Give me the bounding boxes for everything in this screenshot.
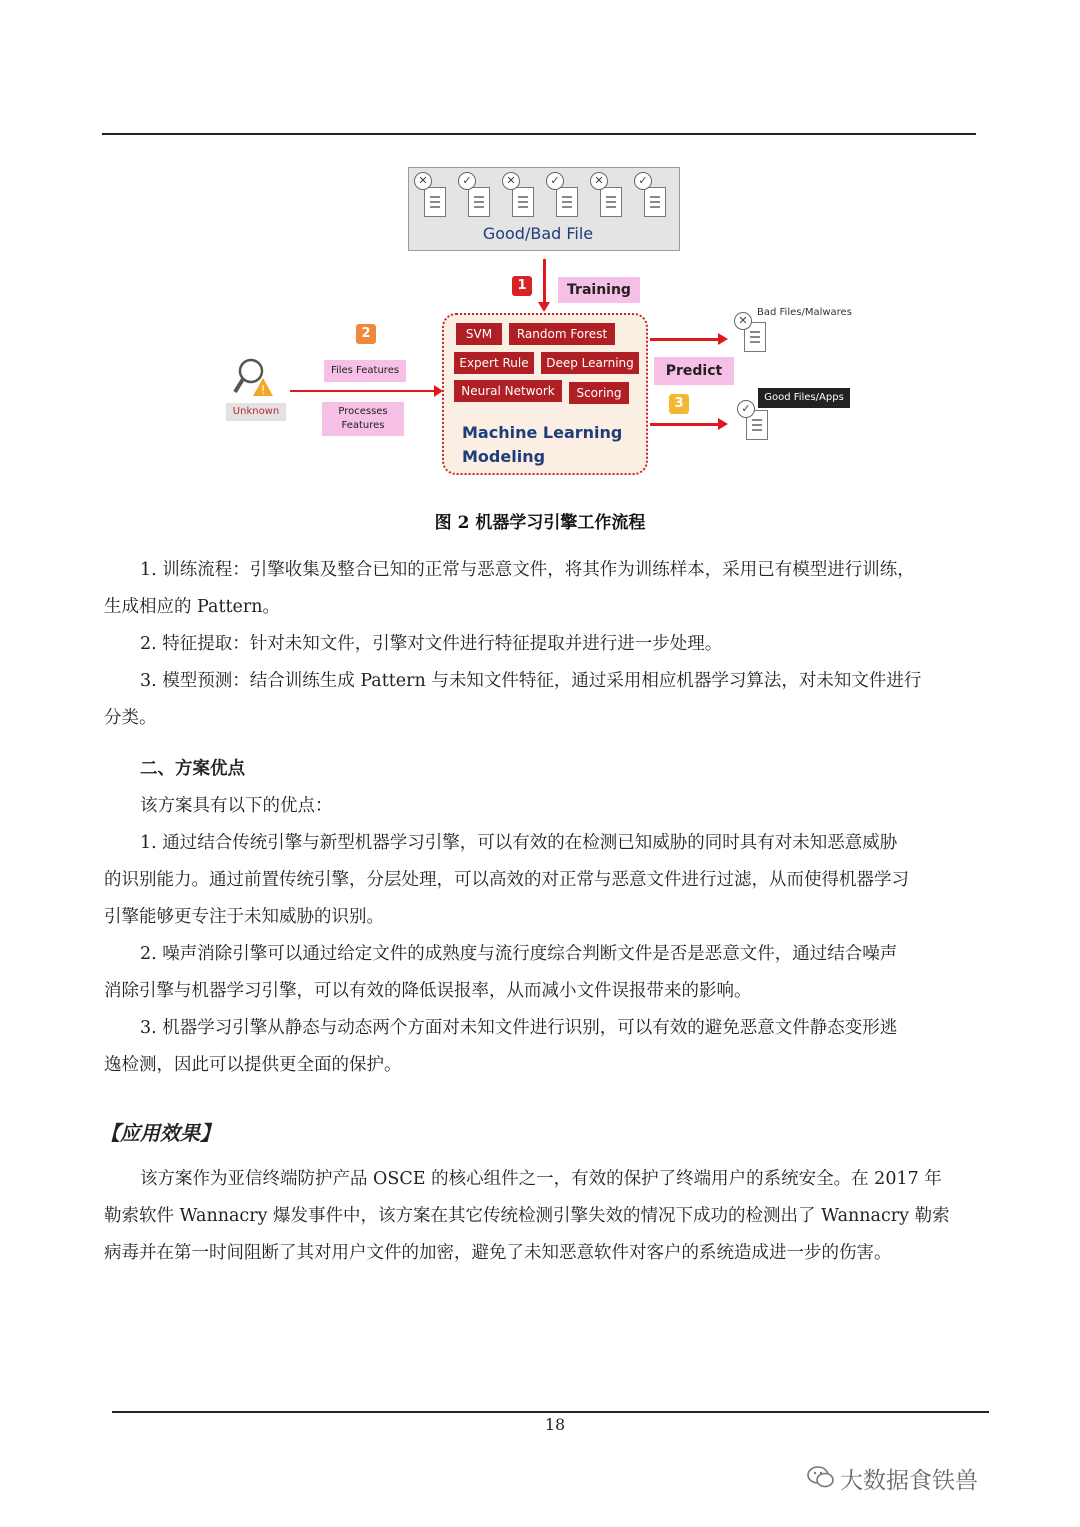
- bad-mark-icon: ✕: [502, 172, 520, 190]
- algo-svm: SVM: [456, 323, 502, 345]
- good-mark-icon: ✓: [634, 172, 652, 190]
- training-label: Training: [558, 277, 640, 303]
- list1-item3-line1: 3. 模型预测：结合训练生成 Pattern 与未知文件特征，通过采用相应机器学习算法，对未知文件进行: [140, 671, 922, 691]
- section3-line1: 该方案作为亚信终端防护产品 OSCE 的核心组件之一，有效的保护了终端用户的系统安全。在 2017 年: [140, 1169, 942, 1189]
- section2-intro: 该方案具有以下的优点：: [140, 796, 333, 816]
- good-mark-icon: ✓: [737, 400, 755, 418]
- predict-label: Predict: [654, 357, 734, 385]
- unknown-label: Unknown: [226, 403, 286, 421]
- good-mark-icon: ✓: [458, 172, 476, 190]
- bad-mark-icon: ✕: [414, 172, 432, 190]
- bad-mark-icon: ✕: [734, 312, 752, 330]
- list1-item3-line2: 分类。: [104, 708, 157, 728]
- training-arrow: [543, 259, 546, 305]
- header-rule: [102, 133, 976, 135]
- processes-features-label: Processes Features: [322, 402, 404, 436]
- good-output-arrow: [650, 423, 720, 426]
- model-title-line1: Machine Learning: [462, 423, 623, 442]
- model-title: [462, 421, 642, 469]
- step-3-badge: 3: [669, 394, 689, 414]
- list1-item1-line1: 1. 训练流程：引擎收集及整合已知的正常与恶意文件，将其作为训练样本，采用已有模型进行训练，: [140, 560, 915, 580]
- wechat-icon: [806, 1463, 836, 1491]
- page-number: 18: [544, 1415, 566, 1434]
- section2-p3-line2: 逸检测，因此可以提供更全面的保护。: [104, 1055, 402, 1075]
- good-files-label: Good Files/Apps: [758, 388, 850, 408]
- features-arrow: [290, 390, 436, 392]
- section3-line3: 病毒并在第一时间阻断了其对用户文件的加密，避免了未知恶意软件对客户的系统造成进一步的伤害。: [104, 1243, 892, 1263]
- good-mark-icon: ✓: [546, 172, 564, 190]
- file-doc-icon: [468, 187, 490, 217]
- model-title-line2: Modeling: [462, 447, 546, 466]
- list1-item1-line2: 生成相应的 Pattern。: [104, 597, 281, 617]
- file-box-label: Good/Bad File: [482, 224, 594, 243]
- magnifier-warning-icon: [232, 356, 276, 400]
- section3-line2: 勒索软件 Wannacry 爆发事件中，该方案在其它传统检测引擎失效的情况下成功的检测出了 Wannacry 勒索: [104, 1206, 950, 1226]
- algo-random-forest: Random Forest: [509, 323, 615, 345]
- bad-output-arrow: [650, 338, 720, 341]
- section2-p1-line1: 1. 通过结合传统引擎与新型机器学习引擎，可以有效的在检测已知威胁的同时具有对未知恶意威胁: [140, 833, 898, 853]
- section2-p1-line2: 的识别能力。通过前置传统引擎，分层处理，可以高效的对正常与恶意文件进行过滤，从而使得机器学习: [104, 870, 909, 890]
- bad-files-label: Bad Files/Malwares: [757, 307, 852, 318]
- algo-scoring: Scoring: [569, 382, 629, 404]
- footer-rule: [112, 1411, 989, 1413]
- file-doc-icon: [556, 187, 578, 217]
- bad-mark-icon: ✕: [590, 172, 608, 190]
- list1-item2-line1: 2. 特征提取：针对未知文件，引擎对文件进行特征提取并进行进一步处理。: [140, 634, 723, 654]
- arrow-head-icon: [718, 333, 728, 345]
- svg-text:!: !: [260, 383, 266, 397]
- file-doc-icon: [600, 187, 622, 217]
- section3-heading: 【应用效果】: [100, 1121, 220, 1145]
- algo-deep-learning: Deep Learning: [541, 352, 639, 374]
- algo-expert-rule: Expert Rule: [454, 352, 534, 374]
- section2-p1-line3: 引擎能够更专注于未知威胁的识别。: [104, 907, 384, 927]
- section2-p2-line2: 消除引擎与机器学习引擎，可以有效的降低误报率，从而减小文件误报带来的影响。: [104, 981, 752, 1001]
- section2-p3-line1: 3. 机器学习引擎从静态与动态两个方面对未知文件进行识别，可以有效的避免恶意文件静态变形逃: [140, 1018, 898, 1038]
- arrow-head-icon: [718, 418, 728, 430]
- arrow-head-icon: [538, 302, 550, 312]
- algo-neural-network: Neural Network: [454, 380, 562, 402]
- step-2-badge: 2: [356, 324, 376, 344]
- file-doc-icon: [424, 187, 446, 217]
- step-1-badge: 1: [512, 276, 532, 296]
- file-doc-icon: [512, 187, 534, 217]
- section2-p2-line1: 2. 噪声消除引擎可以通过给定文件的成熟度与流行度综合判断文件是否是恶意文件，通过结合噪声: [140, 944, 898, 964]
- section2-heading: 二、方案优点: [140, 759, 245, 779]
- files-features-label: Files Features: [324, 360, 406, 382]
- figure-caption: 图 2 机器学习引擎工作流程: [434, 513, 646, 533]
- file-doc-icon: [644, 187, 666, 217]
- watermark: 大数据食铁兽: [840, 1468, 978, 1494]
